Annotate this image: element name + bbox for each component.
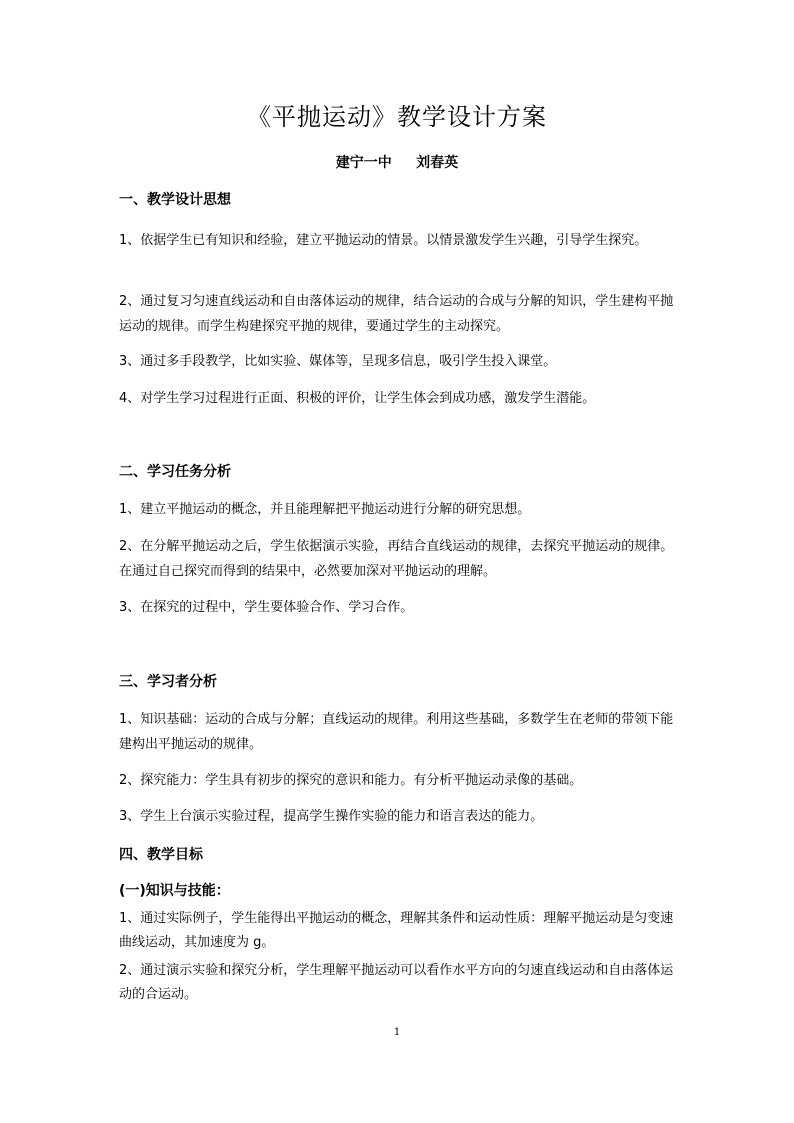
paragraph-3-1: 1、知识基础：运动的合成与分解；直线运动的规律。利用这些基础，多数学生在老师的带领下能建构出平抛运动的规律。 <box>119 712 674 752</box>
paragraph-3-3: 3、学生上台演示实验过程，提高学生操作实验的能力和语言表达的能力。 <box>119 809 544 824</box>
paragraph-4-2: 2、通过演示实验和探究分析，学生理解平抛运动可以看作水平方向的匀速直线运动和自由落体运动的合运动。 <box>119 963 674 1002</box>
section-heading-3: 三、学习者分析 <box>119 674 217 690</box>
section-heading-1: 一、教学设计思想 <box>119 192 231 208</box>
document-title: 《平抛运动》教学设计方案 <box>247 103 547 131</box>
paragraph-1-1: 1、依据学生已有知识和经验，建立平抛运动的情景。以情景激发学生兴趣，引导学生探究。 <box>119 233 648 248</box>
paragraph-1-2: 2、通过复习匀速直线运动和自由落体运动的规律，结合运动的合成与分解的知识，学生建构平抛运动的规律。而学生构建探究平抛的规律，要通过学生的主动探究。 <box>119 294 674 334</box>
paragraph-2-2: 2、在分解平抛运动之后，学生依据演示实验，再结合直线运动的规律，去探究平抛运动的规律。在通过自己探究而得到的结果中，必然要加深对平抛运动的理解。 <box>119 539 674 579</box>
paragraph-2-1: 1、建立平抛运动的概念，并且能理解把平抛运动进行分解的研究思想。 <box>119 502 531 517</box>
section-heading-2: 二、学习任务分析 <box>119 464 231 480</box>
paragraph-3-2: 2、探究能力：学生具有初步的探究的意识和能力。有分析平抛运动录像的基础。 <box>119 773 583 788</box>
subsection-heading: (一)知识与技能： <box>119 883 230 899</box>
paragraph-4-1: 1、通过实际例子，学生能得出平抛运动的概念，理解其条件和运动性质：理解平抛运动是匀变速曲线运动，其加速度为 g。 <box>119 911 674 950</box>
paragraph-1-4: 4、对学生学习过程进行正面、积极的评价，让学生体会到成功感，激发学生潜能。 <box>119 391 596 406</box>
paragraph-1-3: 3、通过多手段教学，比如实验、媒体等，呈现多信息，吸引学生投入课堂。 <box>119 354 557 369</box>
page-number: 1 <box>393 1027 401 1038</box>
paragraph-2-3: 3、在探究的过程中，学生要体验合作、学习合作。 <box>119 600 414 615</box>
section-heading-4: 四、教学目标 <box>119 847 203 863</box>
author-line: 建宁一中 刘春英 <box>335 155 459 171</box>
